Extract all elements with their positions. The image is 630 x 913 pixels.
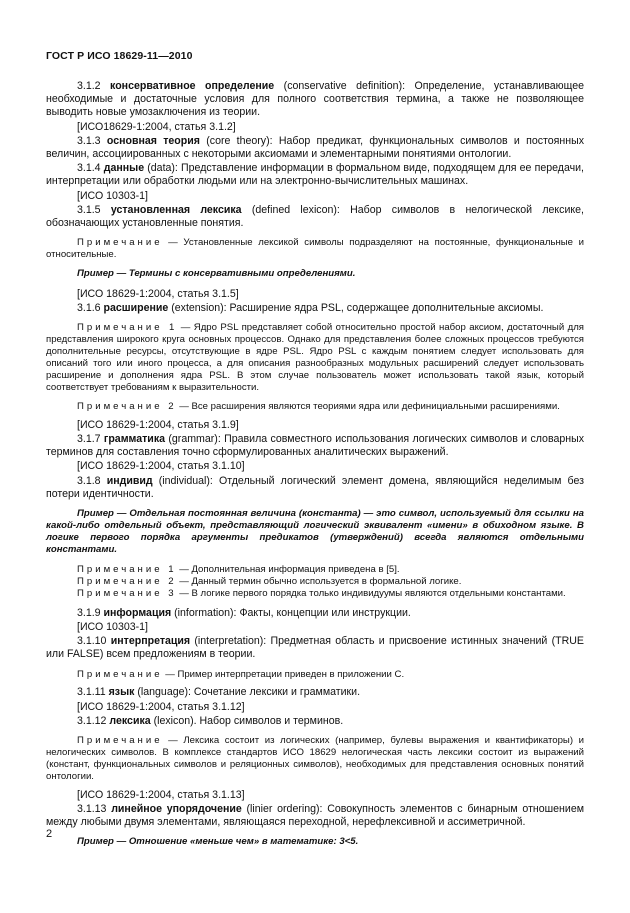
- note-label: Примечание 3: [77, 587, 177, 599]
- note-text: — Все расширения являются теориями ядра или дефинициальными расширениями.: [176, 400, 560, 412]
- definition-3-1-5: [46, 204, 584, 230]
- reference: [ИСО 18629-1:2004, статья 3.1.9]: [77, 418, 239, 431]
- term: индивид: [106, 474, 153, 487]
- definition-3-1-4: [46, 162, 584, 188]
- definition-3-1-8: [46, 475, 584, 501]
- definition-text: (extension): Расширение ядра PSL, содержащее дополнительные аксиомы.: [168, 302, 544, 315]
- note: [46, 669, 584, 681]
- note-text: — Ядро PSL представляет собой относительно простой набор аксиом, достаточный для представления широкого круга основных процессов. Однако для представления более сложных процессов требуются дополнительные ресурсы, отсутствующие в ядре PSL. Ядро PSL с каждым понятием следует использовать для описаний того или иного процесса, а для описания разнообразных модульных расширений следует использовать расширение и дополнения ядра PSL. В этом случае пользователь может использовать такой язык, который соответствует требованиям к выразительности.: [46, 322, 585, 393]
- definition-3-1-11: [46, 686, 584, 699]
- clause-number: 3.1.9: [77, 606, 104, 619]
- clause-number: 3.1.2: [77, 80, 111, 92]
- definition-text: (core theory): Набор предикат, функциональных символов и постоянных величин, ассоциированных с некоторыми аксиомами и элементарными понятиями онтологии.: [46, 134, 584, 161]
- definition-3-1-13: [46, 803, 584, 829]
- note-text: — Лексика состоит из логических (например, булевы выражения и квантификаторы) и нелогических символов. В комплексе стандартов ИСО 18629 нелогическая часть лексики состоит из выражений (констант, функциональных символов и реляционных символов), необходимых для представления основных понятий онтологии.: [46, 735, 584, 782]
- note: [46, 322, 584, 393]
- definition-3-1-12: [46, 715, 584, 728]
- note-text: — Установленные лексикой символы подразделяют на постоянные, функциональные и относительные.: [46, 237, 584, 261]
- definition-text: (linier ordering): Совокупность элементов с бинарным отношением между любыми двумя элементами, являющаяся переходной, нерефлексивной и ассиметричной.: [46, 802, 584, 829]
- reference: [ИСО 18629-1:2004, статья 3.1.10]: [77, 460, 245, 473]
- term: грамматика: [103, 433, 166, 445]
- clause-number: 3.1.6: [77, 302, 104, 315]
- clause-number: 3.1.10: [77, 635, 111, 648]
- note-text: — Дополнительная информация приведена в [5].: [176, 564, 400, 576]
- definition-text: (conservative definition): Определение, устанавливающее необходимые и достаточные условия для полного соответствия термина, а также не позволяющее выводить новые умозаключения из теории.: [46, 80, 584, 119]
- note: [46, 401, 584, 413]
- example: Пример — Отдельная постоянная величина (константа) — это символ, используемый для ссылки на какой-либо отдельный объект, представляющий логический эквивалент «имени» в обиходном языке. В логике первого порядка аргументы предикатов (утверждений) всегда являются отдельными константами.: [46, 508, 584, 556]
- clause-number: 3.1.11: [77, 686, 109, 699]
- note: [46, 588, 584, 600]
- page-number: 2: [46, 828, 53, 840]
- term: язык: [108, 686, 135, 699]
- note: [46, 564, 584, 576]
- term: консервативное определение: [110, 80, 275, 92]
- note-label: Примечание: [77, 237, 163, 249]
- clause-number: 3.1.3: [77, 134, 107, 147]
- reference: [ИСО18629-1:2004, статья 3.1.2]: [77, 120, 236, 133]
- term: расширение: [103, 302, 169, 315]
- note-label: Примечание 2: [77, 400, 177, 412]
- example: Пример — Отношение «меньше чем» в математике: 3<5.: [77, 836, 359, 848]
- clause-number: 3.1.13: [77, 802, 112, 815]
- note-label: Примечание: [77, 735, 163, 747]
- note: [46, 237, 584, 261]
- note-label: Примечание 2: [77, 575, 177, 587]
- definition-3-1-2: [46, 80, 584, 120]
- definition-3-1-3: [46, 135, 584, 161]
- note: [46, 735, 584, 783]
- note-text: — В логике первого порядка только индивидуумы являются отдельными константами.: [176, 587, 566, 599]
- reference: [ИСО 10303-1]: [77, 189, 148, 202]
- definition-text: (data): Представление информации в формальном виде, подходящем для ее передачи, интерпретации или обработки людьми или на электронно-вычислительных машинах.: [46, 162, 584, 188]
- reference: [ИСО 18629-1:2004, статья 3.1.12]: [77, 700, 245, 713]
- definition-3-1-9: [46, 607, 584, 620]
- definition-3-1-7: [46, 433, 584, 459]
- definition-text: (grammar): Правила совместного использования логических символов и словарных терминов для составления точно сформулированных аналитических выражений.: [46, 433, 584, 459]
- clause-number: 3.1.5: [77, 203, 111, 216]
- clause-number: 3.1.8: [77, 474, 107, 487]
- page-header: ГОСТ Р ИСО 18629-11—2010: [46, 50, 193, 62]
- clause-number: 3.1.4: [77, 162, 104, 175]
- definition-3-1-10: [46, 635, 584, 661]
- document-body: [46, 80, 584, 856]
- clause-number: 3.1.7: [77, 433, 104, 445]
- definition-text: (information): Факты, концепции или инструкции.: [171, 606, 411, 619]
- term: линейное упорядочение: [111, 802, 242, 815]
- term: основная теория: [106, 134, 200, 147]
- definition-text: (defined lexicon): Набор символов в нелогической лексике, обозначающих установленные понятия.: [46, 203, 584, 230]
- note-label: Примечание: [77, 668, 163, 680]
- reference: [ИСО 18629-1:2004, статья 3.1.13]: [77, 788, 245, 801]
- reference: [ИСО 10303-1]: [77, 620, 148, 633]
- note-label: Примечание 1: [77, 564, 177, 576]
- definition-text: (interpretation): Предметная область и присвоение истинных значений (TRUE или FALSE) всем предложениям в теории.: [46, 635, 584, 661]
- term: интерпретация: [110, 635, 191, 648]
- term: данные: [103, 162, 145, 175]
- definition-text: (language): Сочетание лексики и грамматики.: [134, 686, 361, 699]
- note-text: — Данный термин обычно используется в формальной логике.: [176, 575, 462, 587]
- example: Пример — Термины с консервативными определениями.: [77, 268, 356, 280]
- definition-3-1-6: [46, 302, 584, 315]
- note: [46, 576, 584, 588]
- term: информация: [103, 606, 172, 619]
- term: лексика: [109, 714, 151, 727]
- note-text: — Пример интерпретации приведен в приложении С.: [162, 668, 405, 680]
- note-label: Примечание 1: [77, 322, 178, 334]
- definition-text: (lexicon). Набор символов и терминов.: [150, 714, 344, 727]
- term: установленная лексика: [110, 203, 242, 216]
- reference: [ИСО 18629-1:2004, статья 3.1.5]: [77, 288, 239, 301]
- definition-text: (individual): Отдельный логический элемент домена, являющийся неделимым без потери идентичности.: [46, 474, 584, 500]
- clause-number: 3.1.12: [77, 714, 110, 727]
